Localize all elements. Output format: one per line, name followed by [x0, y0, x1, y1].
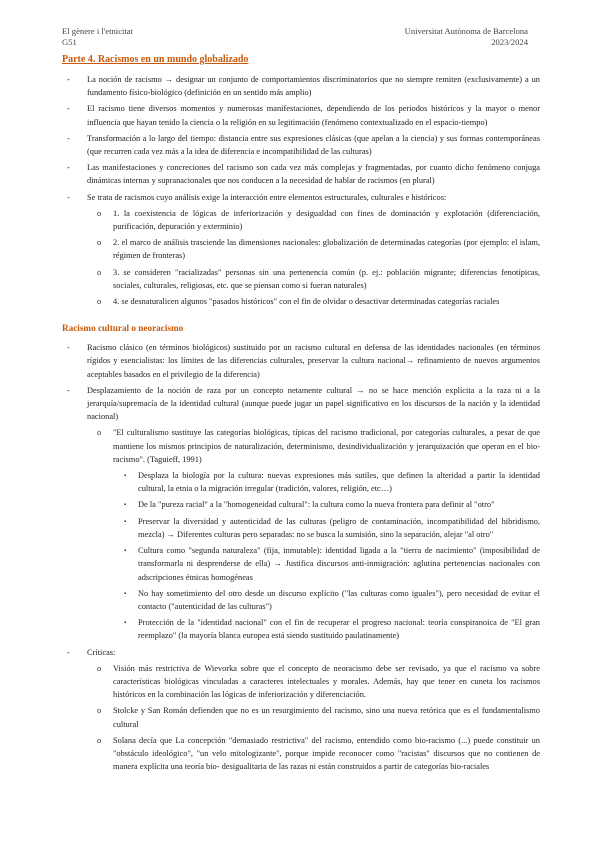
quote-point: ▪ Cultura como "segunda naturaleza" (fija, inmutable): identidad ligada a la "tierra de nacimiento" (imposibilidad de transformarla ni desprenderse de ella) → Justifica discursos anti-inmigración: aglutina pertenencias nacionales con adscripciones étnicas homogéneas [124, 546, 540, 582]
page-header-left [62, 26, 133, 48]
course-code: G51 [62, 37, 77, 47]
list-item: - El racismo tiene diversos momentos y numerosas manifestaciones, dependiendo de los periodos históricos y la mayor o menor influencia que hayan tenido la ciencia o la religión en su legitimación (fenómeno contextualizado en el espacio-tiempo) [67, 104, 540, 127]
sub-list-item: o 3. se consideren "racializadas" personas sin una pertenencia común (p. ej.: población migrante; diferencias fenotípicas, sociales, culturales, religiosas, etc. que se piensan como si fueran naturales) [97, 267, 540, 290]
circle-bullet: o [97, 663, 102, 673]
sub-list-item: o 1. la coexistencia de lógicas de inferiorización y desigualdad con fines de dominación y explotación (diferenciación, purificación, depuración y exterminio) [97, 208, 540, 232]
list-item: - Se trata de racismos cuyo análisis exige la interacción entre elementos estructurales, culturales e históricos: [62, 191, 540, 204]
dash-bullet: - [67, 133, 70, 143]
critica-item: o Visión más restrictiva de Wievorka sobre que el concepto de neoracismo debe ser revisado, ya que el racismo va sobre características biológicas vinculadas a caracteres intelectuales y morales. Además, hay que tener en cuneta los racismos históricos en la combinación las lógicas de inferiorización y diferenciación. [97, 663, 540, 700]
square-bullet: ▪ [124, 473, 127, 480]
circle-bullet: o [97, 428, 102, 438]
dash-bullet: - [67, 75, 70, 84]
critica-item: o Solana decía que La concepción "demasiado restrictiva" del racismo, entendido como bio-racismo (...) puede constituir un "obstáculo ideológico", "un velo mitologizante", porque impide reconocer como "racistas" discursos que no contienen de manera explícita una teoría bio- desigualitaria de las razas ni están construidos a partir de categorías bio-raciales [97, 735, 540, 772]
dash-bullet: - [67, 647, 70, 657]
list-item: - Las manifestaciones y concreciones del racismo son cada vez más complejas y fragmentadas, por cuanto dicho fenómeno conjuga dinámicas internas y supranacionales que nos conducen a la necesidad de hablar de racismos (en plural) [67, 163, 540, 186]
criticas-heading: - Críticas: [62, 646, 540, 659]
square-bullet: ▪ [124, 548, 127, 555]
page-header-right [405, 26, 528, 48]
course-title: El gènere i l'etnicitat [62, 26, 133, 36]
university-name: Universitat Autònoma de Barcelona [404, 26, 528, 36]
circle-bullet: o [97, 208, 102, 218]
circle-bullet: o [97, 267, 102, 277]
square-bullet: ▪ [124, 502, 127, 509]
list-item: - Desplazamiento de la noción de raza por un concepto netamente cultural → no se hace mención explícita a la raza ni a la jerarquía/supremacía de la identidad cultural (aunque puede jugar un papel significativo en los discursos de la nación y la identidad nacional) [67, 385, 540, 422]
dash-bullet: - [67, 192, 70, 202]
quote-point: ▪ De la "pureza racial" a la "homogeneidad cultural": la cultura como la nueva frontera para definir al "otro" [62, 498, 540, 511]
academic-year: 2023/2024 [491, 37, 528, 47]
dash-bullet: - [67, 343, 70, 353]
circle-bullet: o [97, 735, 102, 745]
list-item: - La noción de racismo → designar un conjunto de comportamientos discriminatorios que no siempre remiten (exclusivamente) a un fundamento físico-biológico (definición en un sentido más amplio) [67, 75, 540, 98]
quote-item: o "El culturalismo sustituye las categorías biológicas, típicas del racismo tradicional, por categorías culturales, a pesar de que mantiene los mismos principios de naturalización, determinismo, desindividualización y jerarquización que operan en el bio-racismo". (Taguieff, 1991) [97, 428, 540, 464]
section-title: Parte 4. Racismos en un mundo globalizado [62, 54, 249, 65]
dash-bullet: - [67, 104, 70, 114]
circle-bullet: o [97, 238, 102, 248]
list-item: - Racismo clásico (en términos biológicos) sustituido por un racismo cultural en defensa de las identidades nacionales (en términos rígidos y esencialistas: los límites de las diferencias culturales, preservar la cultura nacional→ refinamiento de nuevos argumentos aceptables basados en el privilegio de la diferencia) [67, 343, 540, 379]
list-item: - Transformación a lo largo del tiempo: distancia entre sus expresiones clásicas (que apelan a la ciencia) y sus formas contemporáneas (que recurren cada vez más a la idea de diferencia e incompatibilidad de las culturas) [67, 133, 540, 157]
subsection-title: Racismo cultural o neoracismo [62, 323, 184, 334]
document-body [62, 53, 540, 776]
square-bullet: ▪ [124, 518, 127, 525]
critica-item: o Stolcke y San Román defienden que no es un resurgimiento del racismo, sino una nueva retórica que es el fundamentalismo cultural [97, 706, 540, 729]
dash-bullet: - [67, 163, 70, 173]
quote-point: ▪ Preservar la diversidad y autenticidad de las culturas (peligro de contaminación, incompatibilidad del hibridismo, mezcla) → Diferentes culturas pero separadas: no se busca la sumisión, sino la separación, alejar "al otro" [124, 516, 540, 539]
circle-bullet: o [97, 706, 102, 716]
dash-bullet: - [67, 385, 70, 395]
quote-point: ▪ Protección de la "identidad nacional" con el fin de recuperar el progreso nacional: teoría conspiranoica de "El gran reemplazo" (la mayoría blanca europea está siendo sustituido paulatinamente) [124, 618, 540, 641]
quote-point: ▪ No hay sometimiento del otro desde un discurso explícito ("las culturas como iguales"), pero necesidad de evitar el contacto ("autenticidad de las culturas") [124, 588, 540, 611]
quote-point: ▪ Desplaza la biología por la cultura: nuevas expresiones más sutiles, que definen la alteridad a partir la identidad cultural, la etnia o la migración irregular (tradición, valores, religión, etc…) [124, 471, 540, 494]
circle-bullet: o [97, 297, 102, 307]
square-bullet: ▪ [124, 590, 127, 597]
sub-list-item: o 2. el marco de análisis trasciende las dimensiones nacionales: globalización de determinadas categorías (por ejemplo: el islam, régimen de fronteras) [97, 238, 540, 261]
sub-list-item: o 4. se desnaturalicen algunos "pasados históricos" con el fin de olvidar o desactivar determinadas categorías raciales [62, 295, 540, 308]
square-bullet: ▪ [124, 620, 127, 627]
